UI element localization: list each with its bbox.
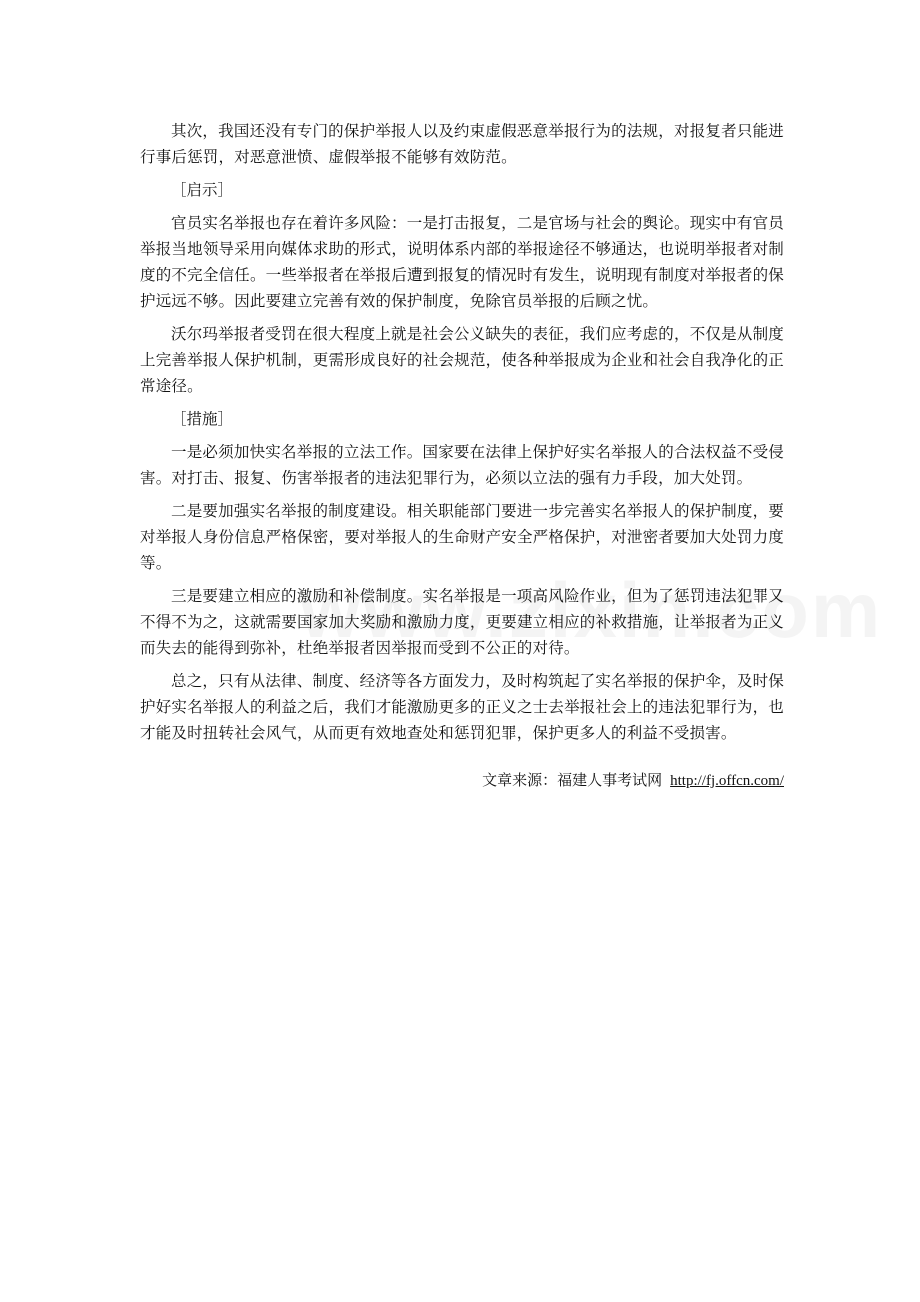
article-source [140, 768, 784, 793]
section-heading-measures: ［措施］ [171, 410, 234, 428]
section-heading-inspiration: ［启示］ [171, 181, 234, 199]
paragraph-measure-1: 一是必须加快实名举报的立法工作。国家要在法律上保护好实名举报人的合法权益不受侵害。对打击、报复、伤害举报者的违法犯罪行为，必须以立法的强有力手段，加大处罚。 [140, 443, 784, 487]
paragraph-inspiration-1: 官员实名举报也存在着许多风险：一是打击报复，二是官场与社会的舆论。现实中有官员举报当地领导采用向媒体求助的形式，说明体系内部的举报途径不够通达，也说明举报者对制度的不完全信任。一些举报者在举报后遭到报复的情况时有发生，说明现有制度对举报者的保护远远不够。因此要建立完善有效的保护制度，免除官员举报的后顾之忧。 [140, 214, 784, 310]
paragraph-conclusion: 总之，只有从法律、制度、经济等各方面发力，及时构筑起了实名举报的保护伞，及时保护好实名举报人的利益之后，我们才能激励更多的正义之士去举报社会上的违法犯罪行为，也才能及时扭转社会风气，从而更有效地查处和惩罚犯罪，保护更多人的利益不受损害。 [140, 672, 784, 742]
paragraph-measure-3: 三是要建立相应的激励和补偿制度。实名举报是一项高风险作业，但为了惩罚违法犯罪又不得不为之，这就需要国家加大奖励和激励力度，更要建立相应的补救措施，让举报者为正义而失去的能得到弥补，杜绝举报者因举报而受到不公正的对待。 [140, 587, 784, 657]
source-link[interactable]: http://fj.offcn.com/ [670, 773, 784, 789]
paragraph-inspiration-2: 沃尔玛举报者受罚在很大程度上就是社会公义缺失的表征，我们应考虑的，不仅是从制度上完善举报人保护机制，更需形成良好的社会规范，使各种举报成为企业和社会自我净化的正常途径。 [140, 325, 784, 395]
source-label: 文章来源：福建人事考试网 [482, 771, 663, 789]
document-body [140, 118, 784, 793]
paragraph-intro: 其次，我国还没有专门的保护举报人以及约束虚假恶意举报行为的法规，对报复者只能进行事后惩罚，对恶意泄愤、虚假举报不能够有效防范。 [140, 122, 784, 166]
paragraph-measure-2: 二是要加强实名举报的制度建设。相关职能部门要进一步完善实名举报人的保护制度，要对举报人身份信息严格保密，要对举报人的生命财产安全严格保护，对泄密者要加大处罚力度等。 [140, 502, 784, 572]
